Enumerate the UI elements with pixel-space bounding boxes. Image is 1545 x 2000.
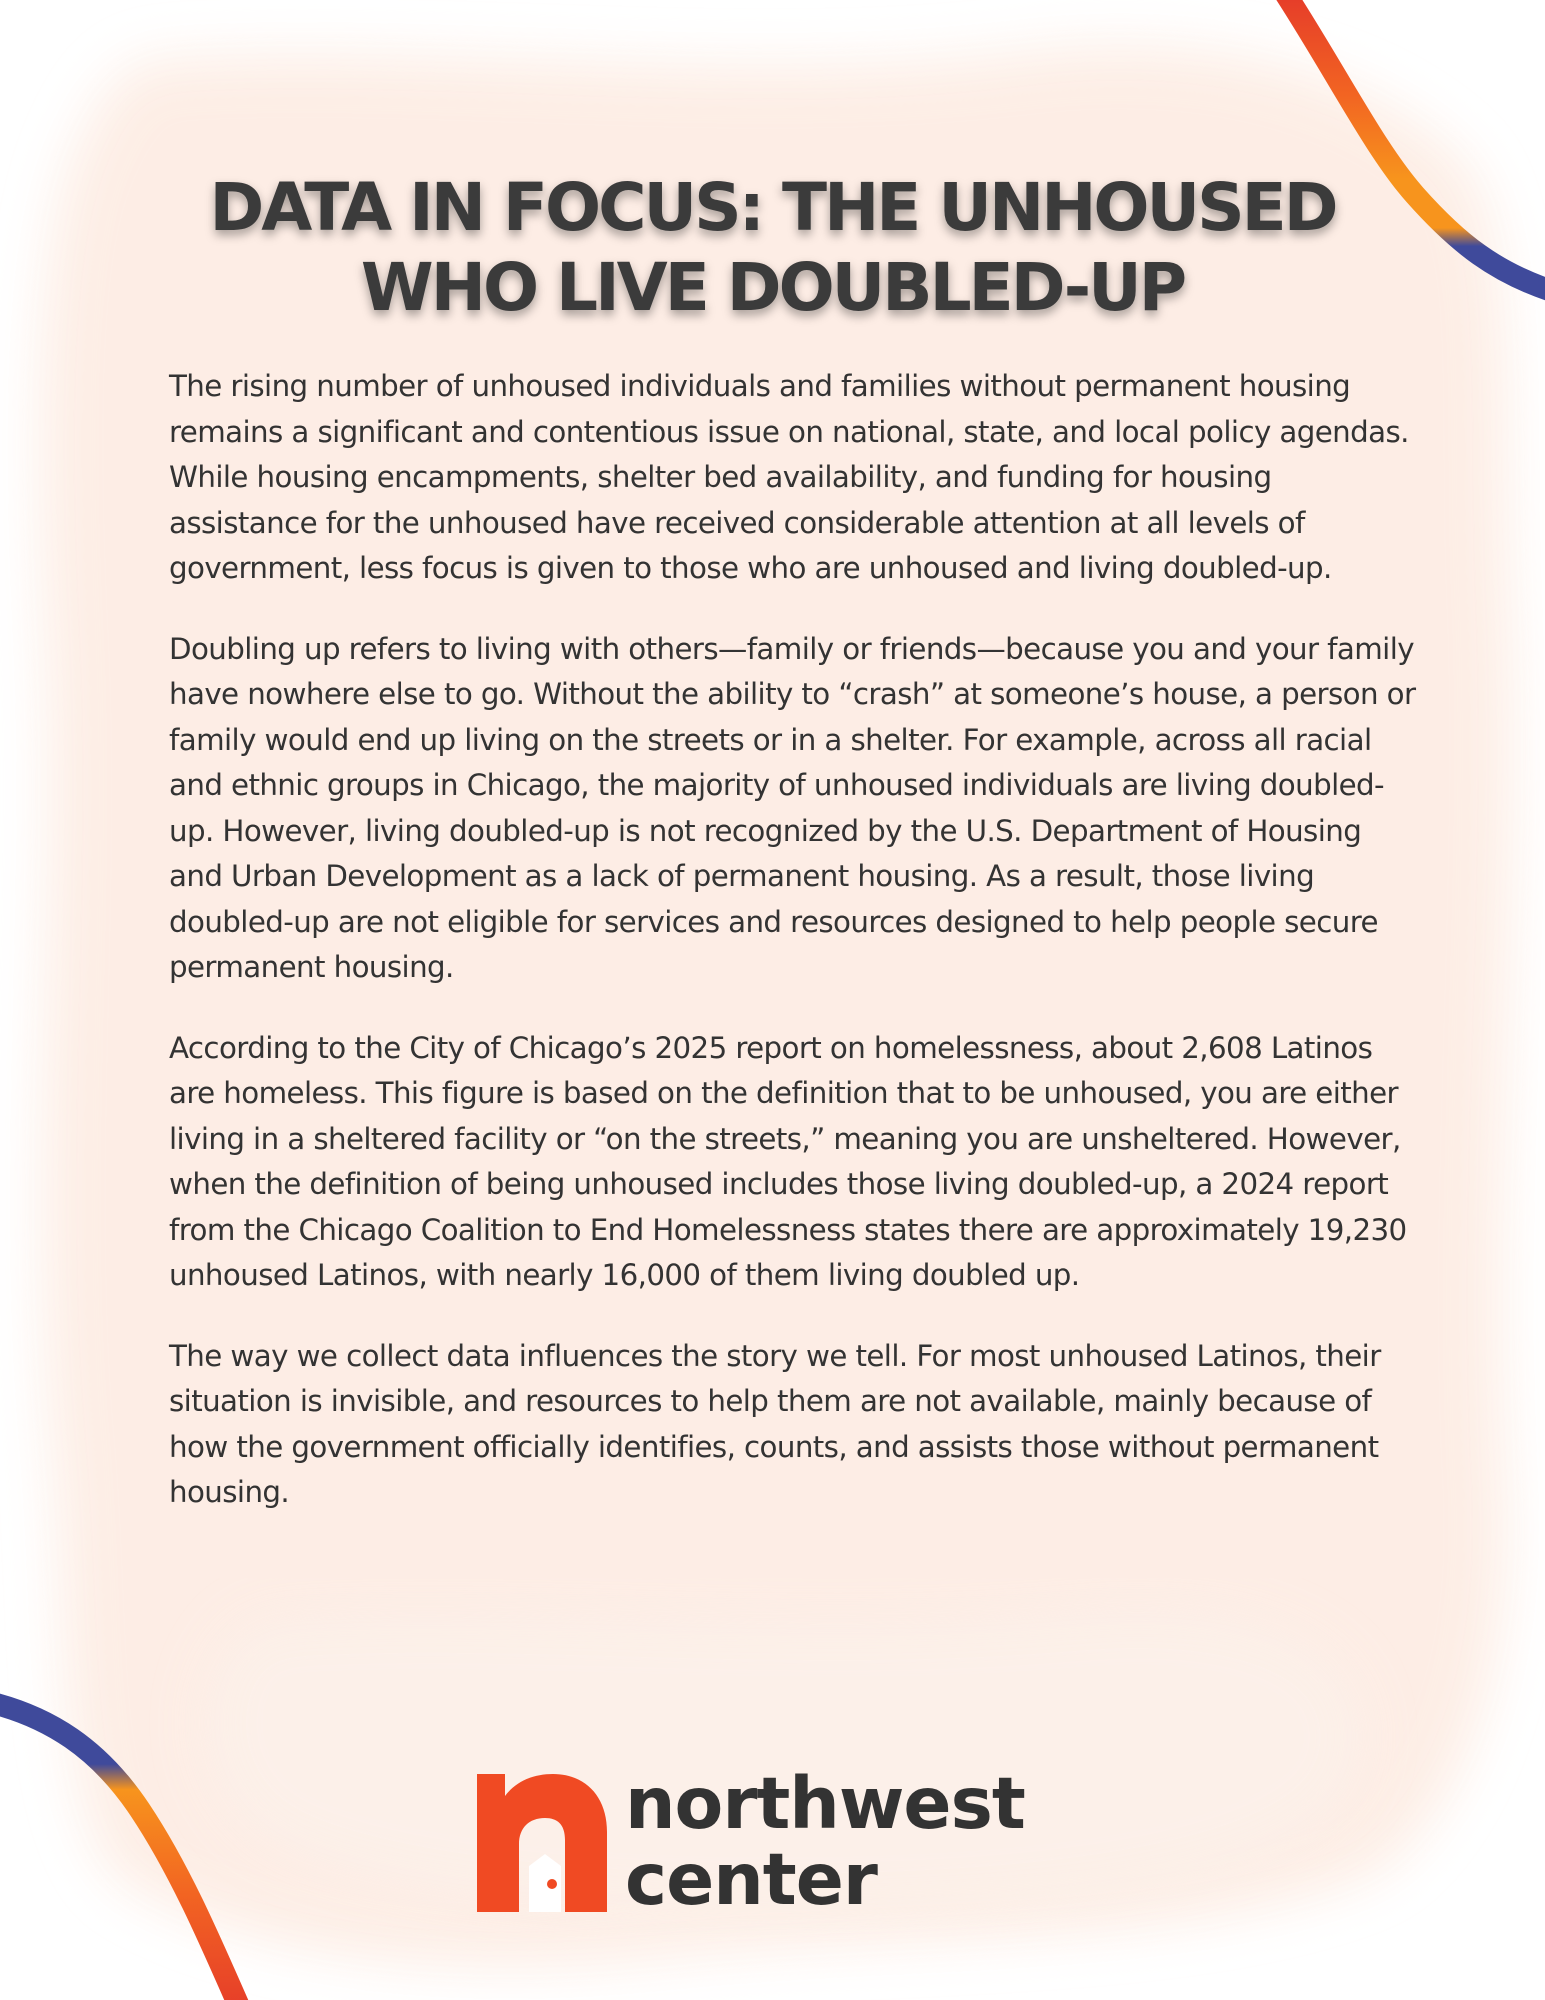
page-title-line-1: DATA IN FOCUS: THE UNHOUSED	[209, 169, 1336, 246]
house-n-logo-icon	[477, 1774, 607, 1912]
page-title	[120, 168, 1425, 328]
northwest-center-logo	[477, 1762, 1077, 1921]
paragraph-intro: The rising number of unhoused individuals and families without permanent housing remains a significant and contentious issue on national, state, and local policy agendas. While housing encampments, shelter bed availability, and funding for housing assistance for the unhoused have received considerable attention at all levels of government, less focus is given to those who are unhoused and living doubled-up.	[169, 369, 1409, 585]
article-body	[169, 364, 1419, 1551]
logo-word-center: center	[625, 1838, 877, 1921]
page-title-line-2: WHO LIVE DOUBLED-UP	[360, 249, 1185, 326]
paragraph-conclusion: The way we collect data influences the story we tell. For most unhoused Latinos, their situation is invisible, and resources to help them are not available, mainly because of how the government officially identifies, counts, and assists those without permanent housing.	[169, 1338, 1381, 1509]
paragraph-chicago-statistics: According to the City of Chicago’s 2025 report on homelessness, about 2,608 Latinos are homeless. This figure is based on the definition that to be unhoused, you are either living in a sheltered facility or “on the streets,” meaning you are unsheltered. However, when the definition of being unhoused includes those living doubled-up, a 2024 report from the Chicago Coalition to End Homelessness states there are approximately 19,230 unhoused Latinos, with nearly 16,000 of them living doubled up.	[169, 1030, 1407, 1292]
paragraph-doubling-up-definition: Doubling up refers to living with others—family or friends—because you and your family have nowhere else to go. Without the ability to “crash” at someone’s house, a person or family would end up living on the streets or in a shelter. For example, across all racial and ethnic groups in Chicago, the majority of unhoused individuals are living doubled-up. However, living doubled-up is not recognized by the U.S. Department of Housing and Urban Development as a lack of permanent housing. As a result, those living doubled-up are not eligible for services and resources designed to help people secure permanent housing.	[169, 631, 1416, 984]
decorative-stripe-bottom-left	[0, 1660, 300, 2000]
logo-wordmark	[625, 1762, 1025, 1921]
logo-word-northwest: northwest	[625, 1762, 1025, 1845]
